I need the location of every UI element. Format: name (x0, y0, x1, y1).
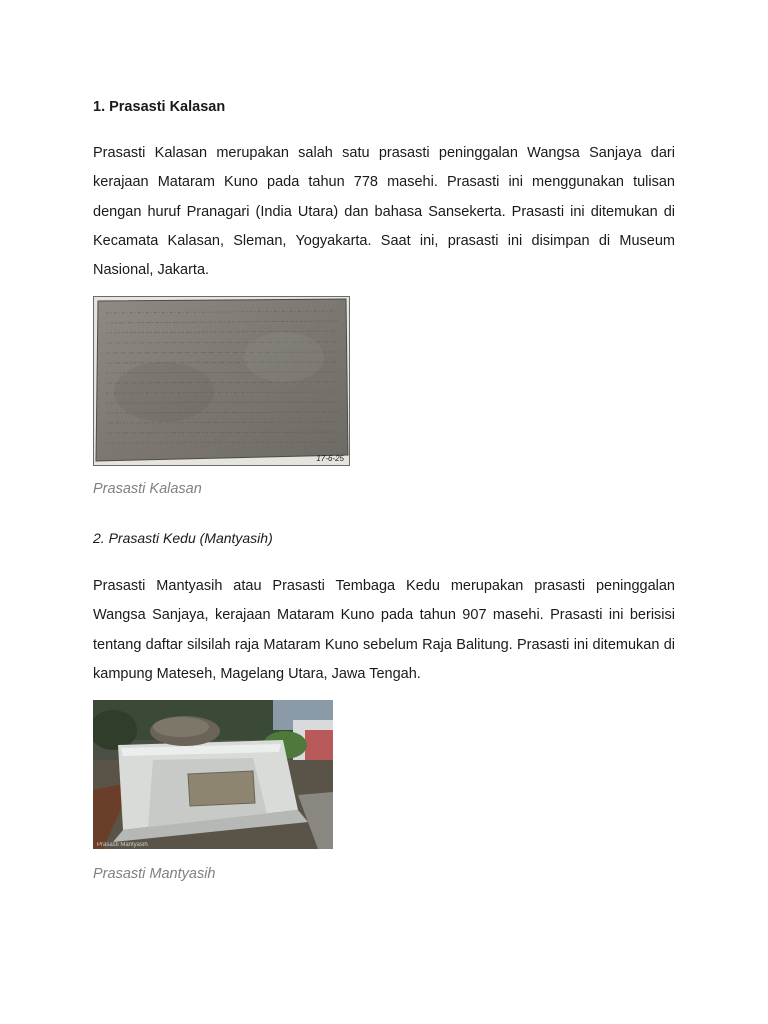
section-2-heading: 2. Prasasti Kedu (Mantyasih) (93, 530, 273, 546)
prasasti-mantyasih-caption: Prasasti Mantyasih (93, 866, 216, 882)
section-1-paragraph: Prasasti Kalasan merupakan salah satu prasasti peninggalan Wangsa Sanjaya dari kerajaan Mataram Kuno pada tahun 778 masehi. Prasasti ini menggunakan tulisan dengan huruf Pranagari (India Utara) dan bahasa Sansekerta. Prasasti ini ditemukan di Kecamata Kalasan, Sleman, Yogyakarta. Saat ini, prasasti ini disimpan di Museum Nasional, Jakarta. (93, 145, 675, 279)
prasasti-mantyasih-image (93, 700, 333, 849)
section-1-heading: 1. Prasasti Kalasan (93, 99, 226, 115)
prasasti-kalasan-caption: Prasasti Kalasan (93, 481, 202, 497)
section-2-paragraph: Prasasti Mantyasih atau Prasasti Tembaga Kedu merupakan prasasti peninggalan Wangsa Sanjaya, kerajaan Mataram Kuno pada tahun 907 masehi. Prasasti ini berisisi tentang daftar silsilah raja Mataram Kuno sebelum Raja Balitung. Prasasti ini ditemukan di kampung Mateseh, Magelang Utara, Jawa Tengah. (93, 578, 675, 682)
prasasti-kalasan-image (93, 296, 350, 466)
image-date-stamp: 17-6-25 (316, 454, 344, 463)
image-credit: Prasasti Mantyasih (97, 842, 148, 848)
